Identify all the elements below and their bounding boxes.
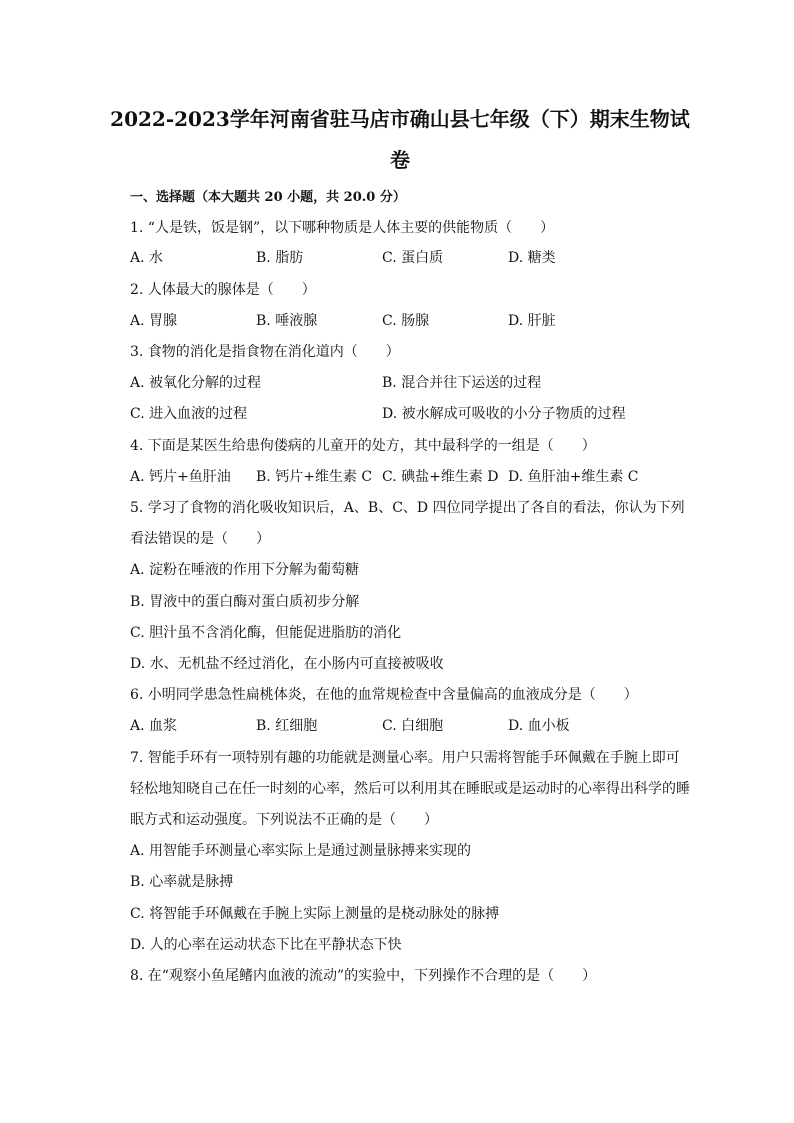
option-d: D. 血小板 — [508, 718, 570, 734]
option-a: A. 用智能手环测量心率实际上是通过测量脉搏来实现的 — [130, 843, 472, 859]
question-stem-continued: 眠方式和运动强度。下列说法不正确的是（ ） — [130, 812, 438, 828]
option-c: C. 蛋白质 — [382, 250, 444, 266]
question-stem: 7. 智能手环有一项特别有趣的功能就是测量心率。用户只需将智能手环佩戴在手腕上即可 — [130, 750, 680, 766]
option-b: B. 脂肪 — [256, 250, 304, 266]
option-c: C. 白细胞 — [382, 718, 444, 734]
question-stem: 4. 下面是某医生给患佝偻病的儿童开的处方，其中最科学的一组是（ ） — [130, 438, 596, 454]
option-d: D. 水、无机盐不经过消化，在小肠内可直接被吸收 — [130, 656, 444, 672]
option-c: C. 进入血液的过程 — [130, 406, 248, 422]
option-a: A. 水 — [130, 250, 164, 266]
option-c: C. 碘盐+维生素 D — [382, 469, 499, 485]
question-stem: 6. 小明同学患急性扁桃体炎，在他的血常规检查中含量偏高的血液成分是（ ） — [130, 687, 638, 703]
option-a: A. 淀粉在唾液的作用下分解为葡萄糖 — [130, 562, 360, 578]
option-c: C. 将智能手环佩戴在手腕上实际上测量的是桡动脉处的脉搏 — [130, 906, 500, 922]
option-b: B. 心率就是脉搏 — [130, 874, 234, 890]
option-a: A. 钙片+鱼肝油 — [130, 469, 231, 485]
option-b: B. 钙片+维生素 C — [256, 469, 373, 485]
option-b: B. 唾液腺 — [256, 313, 318, 329]
option-b: B. 混合并往下运送的过程 — [382, 375, 542, 391]
question-stem: 5. 学习了食物的消化吸收知识后，A、B、C、D 四位同学提出了各自的看法，你认为下列 — [130, 500, 685, 516]
option-a: A. 被氧化分解的过程 — [130, 375, 262, 391]
page-title-continued: 卷 — [390, 148, 410, 172]
option-a: A. 血浆 — [130, 718, 178, 734]
option-c: C. 胆汁虽不含消化酶，但能促进脂肪的消化 — [130, 625, 402, 641]
option-b: B. 红细胞 — [256, 718, 318, 734]
option-d: D. 鱼肝油+维生素 C — [508, 469, 639, 485]
option-d: D. 人的心率在运动状态下比在平静状态下快 — [130, 937, 402, 953]
option-d: D. 糖类 — [508, 250, 556, 266]
option-a: A. 胃腺 — [130, 313, 178, 329]
page-title: 2022-2023学年河南省驻马店市确山县七年级（下）期末生物试 — [110, 107, 690, 131]
option-d: D. 被水解成可吸收的小分子物质的过程 — [382, 406, 626, 422]
option-d: D. 肝脏 — [508, 313, 556, 329]
question-stem: 3. 食物的消化是指食物在消化道内（ ） — [130, 344, 400, 360]
option-b: B. 胃液中的蛋白酶对蛋白质初步分解 — [130, 594, 360, 610]
question-stem: 8. 在“观察小鱼尾鳍内血液的流动”的实验中，下列操作不合理的是（ ） — [130, 968, 597, 984]
question-stem-continued: 看法错误的是（ ） — [130, 531, 270, 547]
question-stem: 1. “人是铁，饭是钢”，以下哪种物质是人体主要的供能物质（ ） — [130, 220, 555, 236]
section-heading: 一、选择题（本大题共 20 小题，共 20.0 分） — [130, 190, 406, 205]
question-stem: 2. 人体最大的腺体是（ ） — [130, 282, 316, 298]
option-c: C. 肠腺 — [382, 313, 430, 329]
question-stem-continued: 轻松地知晓自己在任一时刻的心率，然后可以利用其在睡眠或是运动时的心率得出科学的睡 — [130, 781, 690, 797]
